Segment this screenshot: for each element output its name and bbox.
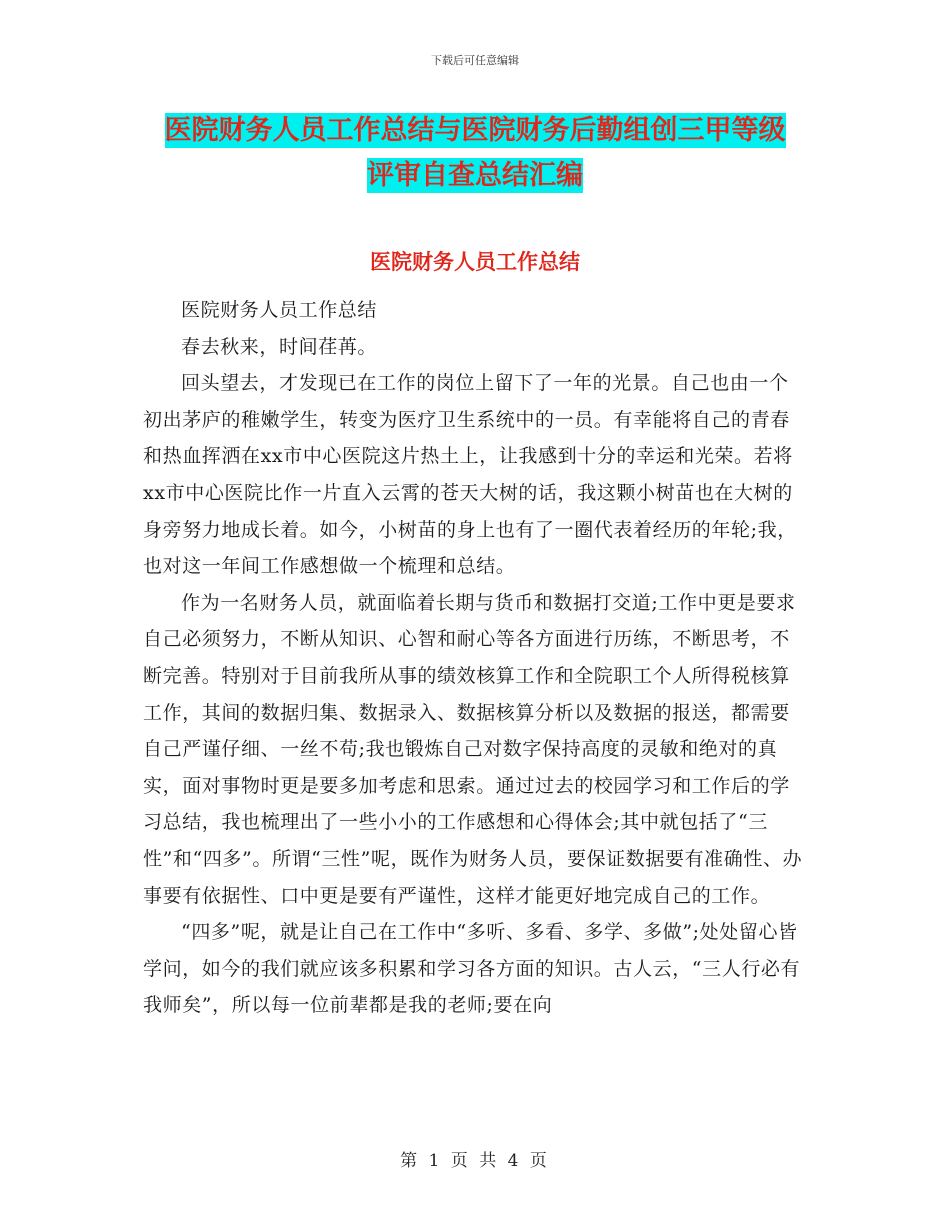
section-title: 医院财务人员工作总结 [370,250,580,274]
header-note: 下载后可任意编辑 [431,54,519,67]
paragraph: 作为一名财务人员，就面临着长期与货币和数据打交道;工作中更是要求自己必须努力，不断从知识、心智和耐心等各方面进行历练，不断思考，不断完善。特别对于目前我所从事的绩效核算工作和全院职工个人所得税核算工作，其间的数据归集、数据录入、数据核算分析以及数据的报送，都需要自己严谨仔细、一丝不苟;我也锻炼自己对数字保持高度的灵敏和绝对的真实，面对事物时更是要多加考虑和思索。通过过去的校园学习和工作后的学习总结，我也梳理出了一些小小的工作感想和心得体会;其中就包括了“三性”和“四多”。所谓“三性”呢，既作为财务人员，要保证数据要有准确性、办事要有依据性、口中更是要有严谨性，这样才能更好地完成自己的工作。 [143,591,803,907]
document-body [143,292,808,1024]
paragraph: 医院财务人员工作总结 [181,299,378,321]
document-title-line-1: 医院财务人员工作总结与医院财务后勤组创三甲等级 [164,115,786,146]
document-title [0,108,950,198]
page-number-footer: 第 1 页 共 4 页 [400,1151,550,1171]
paragraph: 春去秋来，时间荏苒。 [181,335,378,358]
paragraph: 回头望去，才发现已在工作的岗位上留下了一年的光景。自己也由一个初出茅庐的稚嫩学生，转变为医疗卫生系统中的一员。有幸能将自己的青春和热血挥洒在xx市中心医院这片热土上，让我感到十分的幸运和光荣。若将xx市中心医院比作一片直入云霄的苍天大树的话，我这颗小树苗也在大树的身旁努力地成长着。如今，小树苗的身上也有了一圈代表着经历的年轮;我，也对这一年间工作感想做一个梳理和总结。 [143,372,797,578]
document-title-line-2: 评审自查总结汇编 [367,160,583,191]
paragraph: “四多”呢，就是让自己在工作中“多听、多看、多学、多做”;处处留心皆学问，如今的我们就应该多积累和学习各方面的知识。古人云，“三人行必有我师矣”，所以每一位前辈都是我的老师;要在向 [143,921,801,1017]
